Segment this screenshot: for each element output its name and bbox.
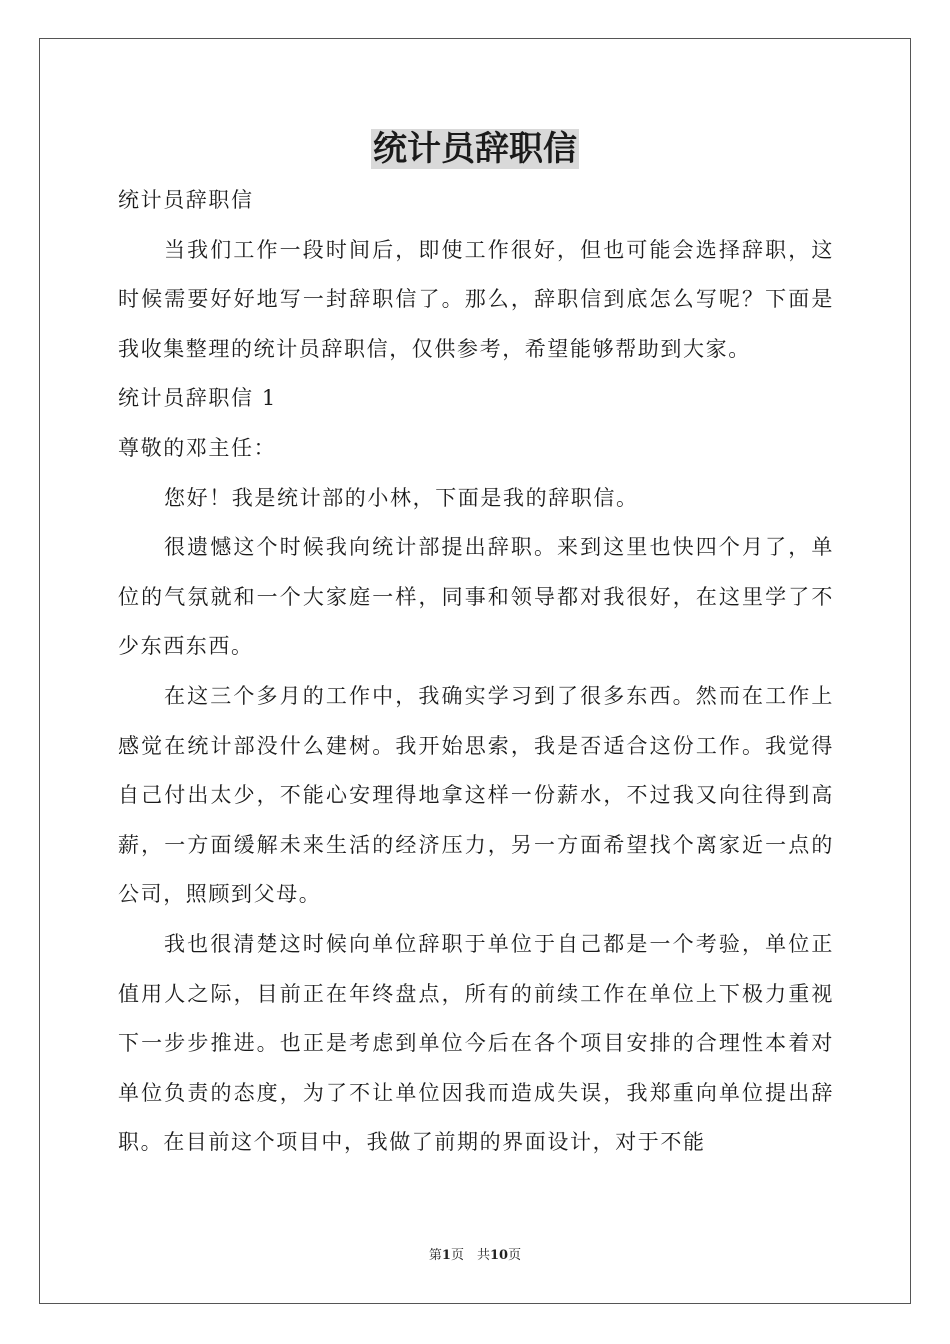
intro-paragraph: 当我们工作一段时间后，即使工作很好，但也可能会选择辞职，这时候需要好好地写一封辞职信了。那么，辞职信到底怎么写呢？下面是我收集整理的统计员辞职信，仅供参考，希望能够帮助到大家。: [118, 237, 834, 361]
document-body: [118, 176, 834, 1168]
body-paragraph-2: 很遗憾这个时候我向统计部提出辞职。来到这里也快四个月了，单位的气氛就和一个大家庭一样，同事和领导都对我很好，在这里学了不少东西东西。: [118, 535, 834, 659]
footer-page-number: 1: [441, 1248, 451, 1263]
footer-page-mid: 页 共: [450, 1248, 490, 1263]
document-title-text: 统计员辞职信: [373, 129, 577, 169]
body-paragraph-4: 我也很清楚这时候向单位辞职于单位于自己都是一个考验，单位正值用人之际，目前正在年终盘点，所有的前续工作在单位上下极力重视下一步步推进。也正是考虑到单位今后在各个项目安排的合理性本着对单位负责的态度，为了不让单位因我而造成失误，我郑重向单位提出辞职。在目前这个项目中，我做了前期的界面设计，对于不能: [118, 931, 834, 1155]
page-footer: [0, 1246, 950, 1266]
document-subtitle: 统计员辞职信: [118, 188, 254, 212]
document-title: [0, 126, 950, 172]
footer-page-total: 10: [489, 1248, 509, 1263]
footer-page-suffix: 页: [508, 1248, 522, 1263]
salutation: 尊敬的邓主任：: [118, 435, 277, 460]
body-paragraph-3: 在这三个多月的工作中，我确实学习到了很多东西。然而在工作上感觉在统计部没什么建树。我开始思索，我是否适合这份工作。我觉得自己付出太少，不能心安理得地拿这样一份薪水，不过我又向往得到高薪，一方面缓解未来生活的经济压力，另一方面希望找个离家近一点的公司，照顾到父母。: [118, 683, 834, 907]
section-heading: 统计员辞职信 1: [118, 386, 277, 411]
body-paragraph-1: 您好！我是统计部的小林，下面是我的辞职信。: [164, 485, 639, 510]
footer-page-prefix: 第: [428, 1248, 442, 1263]
